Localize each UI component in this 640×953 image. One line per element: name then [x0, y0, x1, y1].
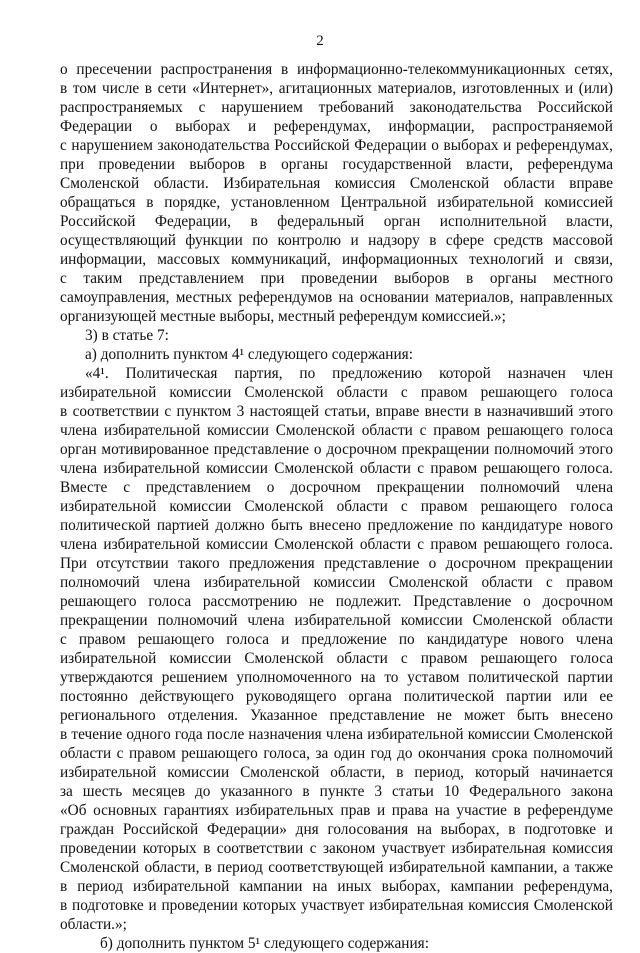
text-line: Российской Федерации, в федеральный орган исполнительной власти,: [60, 213, 613, 230]
text-line: прекращении полномочий члена избирательной комиссии Смоленской области: [60, 612, 613, 629]
text-line: в подготовке и проведении которых участвует избирательная комиссия Смоленской: [60, 897, 613, 914]
text-line: а) дополнить пунктом 4¹ следующего содержания:: [85, 346, 413, 363]
text-line: с правом решающего голоса и предложение по кандидатуре нового члена: [60, 631, 613, 648]
text-line: члена избирательной комиссии Смоленской области с правом решающего голоса.: [60, 536, 613, 553]
text-line: Смоленской области, в период соответствующей избирательной кампании, а также: [60, 859, 613, 876]
text-line: области.»;: [60, 916, 127, 933]
document-body: [60, 60, 613, 953]
text-line: граждан Российской Федерации» дня голосования на выборах, в подготовке и: [60, 821, 613, 838]
text-line: в период избирательной кампании на иных выборах, кампании референдума,: [60, 878, 613, 895]
text-line: самоуправления, местных референдумов на основании материалов, направленных: [60, 289, 613, 306]
text-line: утверждаются решением уполномоченного на то уставом политической партии: [60, 669, 613, 686]
text-line: политической партией должно быть внесено предложение по кандидатуре нового: [60, 517, 613, 534]
text-line: избирательной комиссии Смоленской области с правом решающего голоса: [60, 498, 613, 515]
text-line: организующей местные выборы, местный референдум комиссией.»;: [60, 308, 506, 325]
text-line: области с правом решающего голоса, за один год до окончания срока полномочий: [60, 745, 613, 762]
text-line: Федерации о выборах и референдумах, информации, распространяемой: [60, 118, 613, 135]
text-line: с нарушением законодательства Российской Федерации о выборах и референдумах,: [60, 137, 613, 154]
text-line: о пресечении распространения в информационно-телекоммуникационных сетях,: [60, 61, 613, 78]
text-line: в течение одного года после назначения члена избирательной комиссии Смоленской: [60, 726, 613, 743]
text-line: решающего голоса рассмотрению не подлежит. Представление о досрочном: [60, 593, 613, 610]
text-line: 3) в статье 7:: [85, 327, 169, 344]
text-line: распространяемых с нарушением требований законодательства Российской: [60, 99, 613, 116]
text-line: при проведении выборов в органы государственной власти, референдума: [60, 156, 613, 173]
text-line: члена избирательной комиссии Смоленской области с правом решающего голоса.: [60, 460, 613, 477]
text-line: в том числе в сети «Интернет», агитационных материалов, изготовленных и (или): [60, 80, 613, 97]
text-line: «4¹. Политическая партия, по предложению которой назначен член: [85, 365, 613, 382]
text-line: Смоленской области. Избирательная комиссия Смоленской области вправе: [60, 175, 613, 192]
text-line: информации, массовых коммуникаций, информационных технологий и связи,: [60, 251, 613, 268]
text-line: осуществляющий функции по контролю и надзору в сфере средств массовой: [60, 232, 613, 249]
text-line: б) дополнить пунктом 5¹ следующего содержания:: [100, 935, 429, 952]
text-line: в соответствии с пунктом 3 настоящей статьи, вправе внести в назначивший этого: [60, 403, 613, 420]
text-line: за шесть месяцев до указанного в пункте 3 статьи 10 Федерального закона: [60, 783, 613, 800]
text-line: избирательной комиссии Смоленской области, в период, который начинается: [60, 764, 613, 781]
text-line: орган мотивированное представление о досрочном прекращении полномочий этого: [60, 441, 613, 458]
text-line: проведении которых в соответствии с законом участвует избирательная комиссия: [60, 840, 613, 857]
text-line: постоянно действующего руководящего органа политической партии или ее: [60, 688, 613, 705]
text-line: «Об основных гарантиях избирательных прав и права на участие в референдуме: [60, 802, 613, 819]
text-line: члена избирательной комиссии Смоленской области с правом решающего голоса: [60, 422, 613, 439]
text-line: регионального отделения. Указанное представление не может быть внесено: [60, 707, 613, 724]
text-line: избирательной комиссии Смоленской области с правом решающего голоса: [60, 650, 613, 667]
page-number: 2: [316, 33, 324, 49]
text-line: При отсутствии такого предложения представление о досрочном прекращении: [60, 555, 613, 572]
text-line: с таким представлением при проведении выборов в органы местного: [60, 270, 613, 287]
text-line: избирательной комиссии Смоленской области с правом решающего голоса: [60, 384, 613, 401]
text-line: полномочий члена избирательной комиссии Смоленской области с правом: [60, 574, 613, 591]
text-line: обращаться в порядке, установленном Центральной избирательной комиссией: [60, 194, 613, 211]
text-line: Вместе с представлением о досрочном прекращении полномочий члена: [60, 479, 613, 496]
